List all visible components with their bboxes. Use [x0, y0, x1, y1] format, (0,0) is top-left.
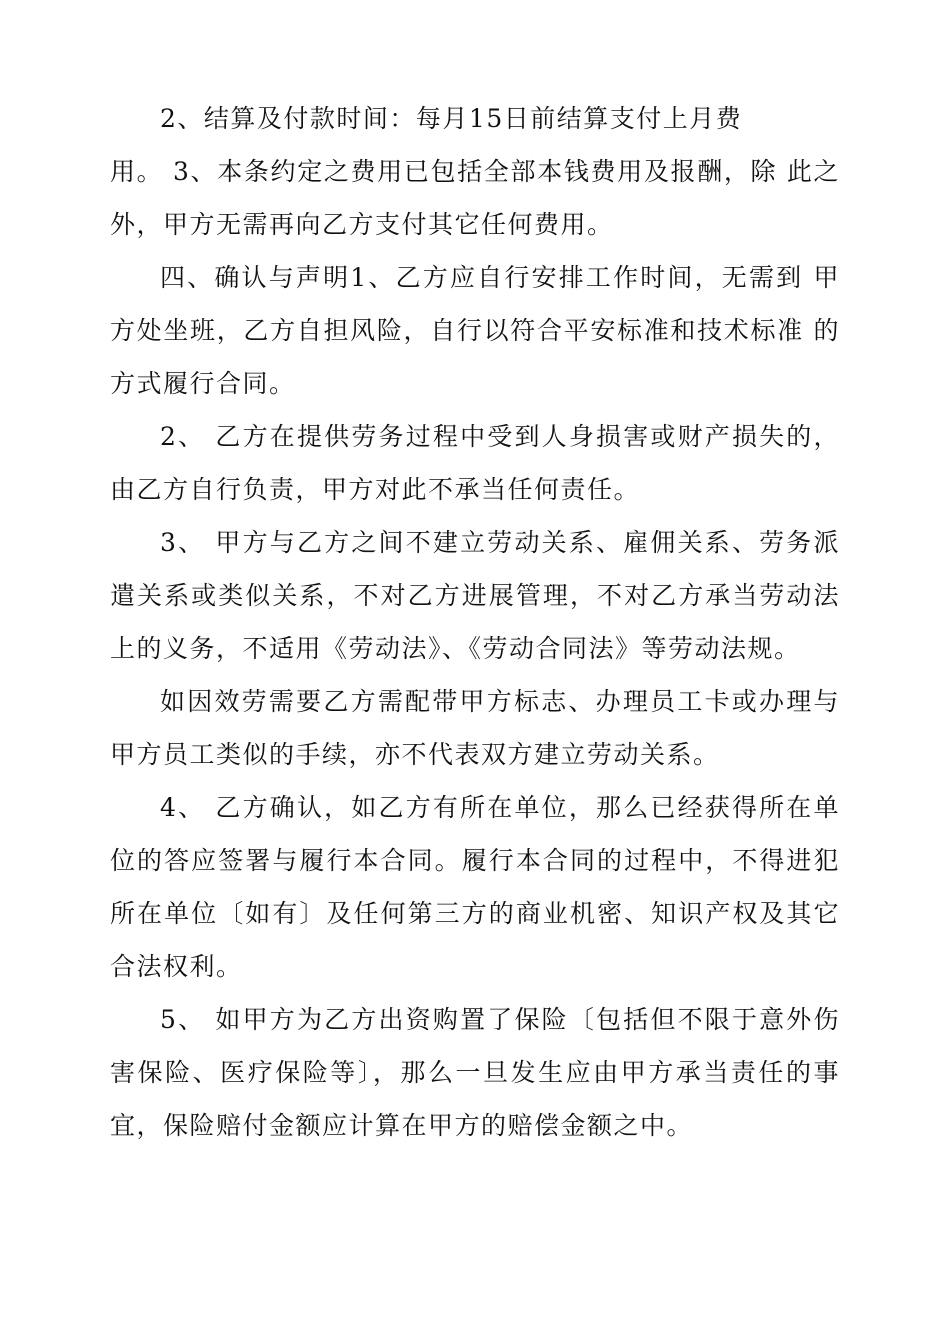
paragraph-payment-time: 2、结算及付款时间：每月15日前结算支付上月费 — [160, 104, 743, 133]
paragraph-employer-consent: 4、 乙方确认，如乙方有所在单位，那么已经获得所在单 位的答应签署与履行本合同。履行本合同的过程中，不得进犯 所在单位〔如有〕及任何第三方的商业机密、知识产权及其它 合法权利。 — [110, 793, 840, 981]
paragraph-no-labor-relation: 3、 甲方与乙方之间不建立劳动关系、雇佣关系、劳务派 遣关系或类似关系，不对乙方进展管理，不对乙方承当劳动法 上的义务，不适用《劳动法》、《劳动合同法》等劳动法规。 — [110, 528, 840, 663]
document-page — [110, 92, 840, 1152]
paragraph-insurance: 5、 如甲方为乙方出资购置了保险〔包括但不限于意外伤 害保险、医疗保险等〕，那么一旦发生应由甲方承当责任的事宜，保险赔付金额应计算在甲方的赔偿金额之中。 — [110, 1005, 840, 1140]
paragraph-fees-included: 用。 3、本条约定之费用已包括全部本钱费用及报酬，除 此之外，甲方无需再向乙方支付其它任何费用。 — [110, 157, 840, 239]
paragraph-confirmation-declaration: 四、确认与声明1、乙方应自行安排工作时间，无需到 甲方处坐班，乙方自担风险，自行以符合平安标准和技术标准 的方式履行合同。 — [110, 263, 840, 398]
paragraph-personal-injury: 2、 乙方在提供劳务过程中受到人身损害或财产损失的， 由乙方自行负责，甲方对此不承当任何责任。 — [110, 422, 840, 504]
paragraph-employee-card: 如因效劳需要乙方需配带甲方标志、办理员工卡或办理与甲方员工类似的手续，亦不代表双方建立劳动关系。 — [110, 687, 840, 769]
